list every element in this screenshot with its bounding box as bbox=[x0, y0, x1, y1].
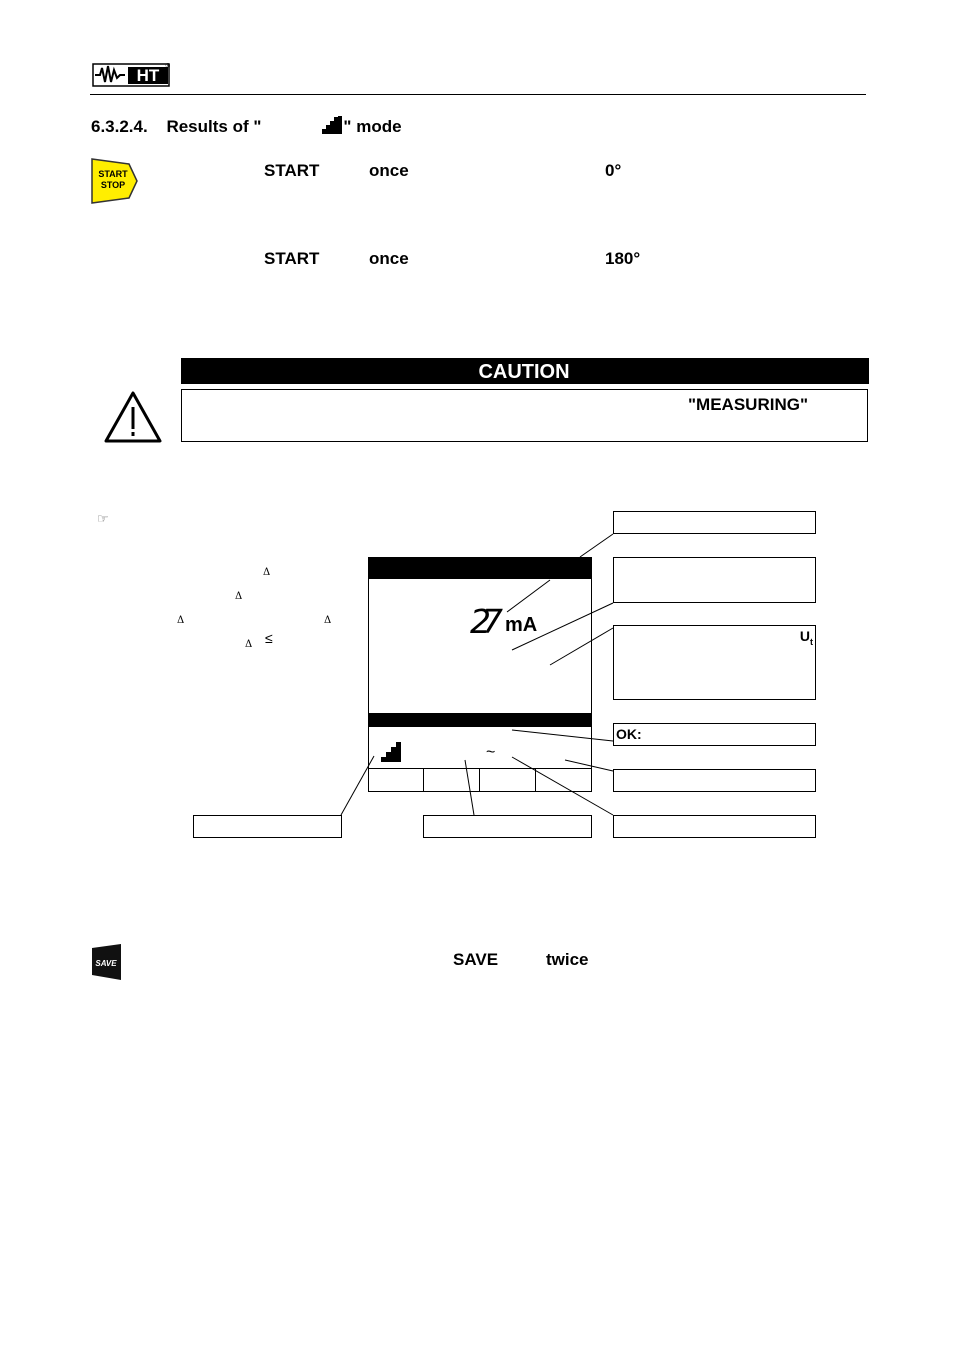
section-title-prefix: Results of " bbox=[166, 117, 262, 136]
legend-delta-1: Δ bbox=[263, 567, 271, 578]
measured-current-unit: mA bbox=[505, 614, 538, 636]
ac-waveform-symbol: ~ bbox=[486, 744, 496, 761]
section-number: 6.3.2.4. bbox=[91, 117, 148, 136]
stop-key-label: STOP bbox=[100, 180, 126, 190]
legend-delta-3: Δ bbox=[177, 615, 185, 626]
touch-voltage-label: $U_t$ bbox=[799, 628, 813, 647]
save-key-label: SAVE bbox=[95, 959, 117, 968]
step-1-phase: 0° bbox=[605, 161, 622, 180]
caution-message: "MEASURING" bbox=[688, 395, 809, 414]
step-2-key: START bbox=[264, 249, 320, 268]
start-key-label: START bbox=[98, 169, 128, 179]
logo-text: HT bbox=[136, 66, 160, 85]
step-2-phase: 180° bbox=[605, 249, 641, 268]
ok-label: OK: bbox=[616, 726, 642, 742]
logo-registered-mark: ® bbox=[165, 64, 170, 70]
section-title-suffix: " mode bbox=[343, 117, 402, 136]
legend-delta-2: Δ bbox=[235, 591, 243, 602]
legend-delta-5: Δ bbox=[245, 639, 253, 650]
step-1-times: once bbox=[369, 161, 409, 180]
save-key-icon bbox=[91, 944, 122, 980]
caution-heading: CAUTION bbox=[181, 358, 869, 384]
measured-current-digits: 27 bbox=[470, 602, 503, 636]
legend-leq-symbol: ≤ bbox=[265, 630, 273, 646]
save-step-key: SAVE bbox=[453, 950, 499, 969]
step-1-key: START bbox=[264, 161, 320, 180]
pointing-hand-icon: ☞ bbox=[97, 511, 109, 526]
legend-delta-4: Δ bbox=[324, 615, 332, 626]
save-step-times: twice bbox=[546, 950, 589, 969]
step-2-times: once bbox=[369, 249, 409, 268]
